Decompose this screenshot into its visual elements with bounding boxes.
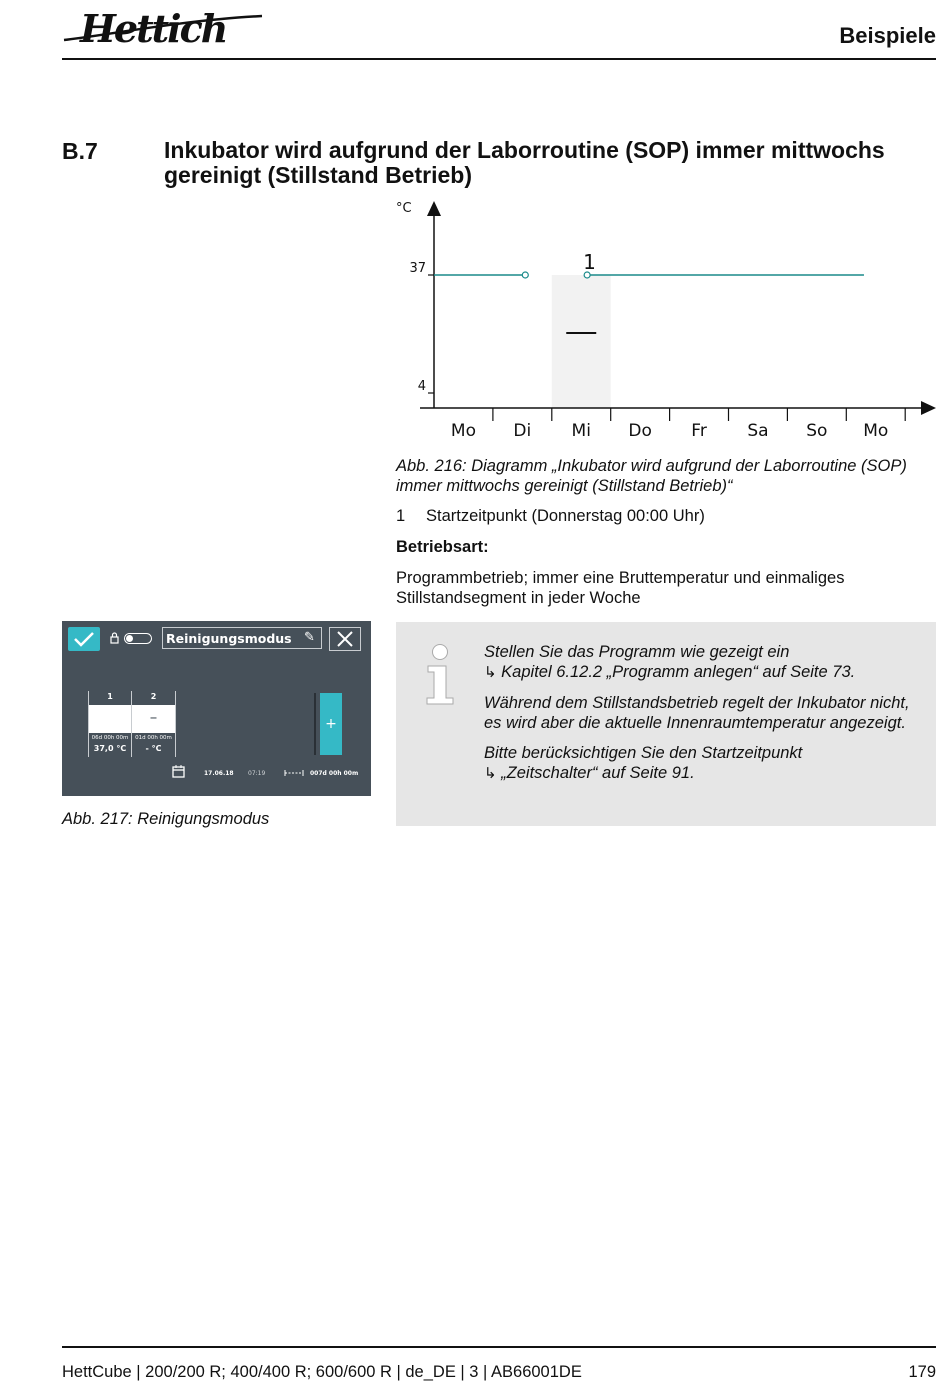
chapter-link[interactable]: Kapitel 6.12.2 „Programm anlegen“ auf Seite 73. [501, 663, 856, 681]
info-icon [420, 644, 460, 706]
legend-text: Startzeitpunkt (Donnerstag 00:00 Uhr) [426, 507, 705, 525]
info-text-3a: Bitte berücksichtigen Sie den Startzeitpunkt [484, 744, 803, 762]
segment-end-point [522, 272, 528, 278]
x-tick-label: Mi [571, 421, 591, 441]
link-arrow-icon: ↳ [484, 765, 497, 782]
segment-box [89, 705, 131, 733]
temperature-chart [390, 195, 940, 445]
y-tick-label: 37 [409, 261, 426, 276]
close-icon [330, 628, 360, 650]
figure-caption-216: Abb. 216: Diagramm „Inkubator wird aufgrund der Laborroutine (SOP) immer mittwochs gereinigt (Stillstand Betrieb)“ [396, 457, 907, 495]
hettich-logo [62, 6, 272, 50]
heading-title: Inkubator wird aufgrund der Laborroutine (SOP) immer mittwochs gereinigt (Stillstand Betrieb) [164, 137, 885, 188]
x-tick-label: Mo [450, 421, 476, 441]
segment-temperature: 37,0 °C [93, 744, 127, 753]
x-tick-label: Di [513, 421, 532, 441]
info-text-2: Während dem Stillstandsbetrieb regelt der Inkubator nicht, es wird aber die aktuelle Innenraumtemperatur angezeigt. [484, 694, 910, 732]
total-duration: 007d 00h 00m [310, 770, 359, 777]
y-axis-arrow [427, 201, 441, 216]
segment-2[interactable] [132, 691, 176, 757]
close-button[interactable] [329, 627, 361, 651]
section-title: Beispiele [839, 23, 936, 48]
page-number: 179 [908, 1363, 936, 1381]
segment-end-bar [314, 693, 316, 755]
program-name-field[interactable]: Reinigungsmodus [162, 627, 322, 649]
x-axis-arrow [921, 401, 936, 415]
segment-list [88, 691, 180, 757]
y-tick-label: 4 [417, 379, 426, 394]
timer-link[interactable]: „Zeitschalter“ auf Seite 91. [501, 764, 695, 782]
segment-duration: 06d 00h 00m [91, 735, 129, 741]
start-marker-label: 1 [583, 250, 596, 274]
duration-icon [284, 769, 304, 777]
info-text [484, 642, 924, 794]
betriebsart-text: Programmbetrieb; immer eine Bruttemperatur und einmaliges Stillstandsegment in jeder Woche [396, 569, 845, 607]
legend-number: 1 [396, 507, 406, 525]
check-icon [68, 627, 100, 651]
svg-text:Hettich: Hettich [80, 6, 227, 50]
x-tick-label: Fr [691, 421, 707, 441]
device-screen [62, 621, 371, 796]
figure-caption-217: Abb. 217: Reinigungsmodus [62, 810, 270, 828]
confirm-button[interactable] [68, 627, 100, 651]
standstill-dash: – [149, 708, 158, 726]
y-axis-label: °C [396, 201, 412, 216]
lock-icon [110, 632, 119, 644]
lock-toggle[interactable] [124, 633, 152, 644]
info-box [396, 622, 936, 826]
x-tick-label: So [806, 421, 828, 441]
footer-document-info: HettCube | 200/200 R; 400/400 R; 600/600 R | de_DE | 3 | AB66001DE [62, 1363, 582, 1381]
standstill-area [552, 275, 611, 408]
legend-item [396, 507, 705, 526]
x-tick-label: Do [628, 421, 652, 441]
calendar-icon[interactable] [172, 765, 185, 778]
add-segment-button[interactable]: + [320, 693, 342, 755]
segment-duration: 01d 00h 00m [135, 735, 172, 741]
start-time: 07:19 [248, 770, 266, 777]
link-arrow-icon: ↳ [484, 664, 497, 681]
betriebsart-label: Betriebsart: [396, 538, 489, 556]
footer-divider [62, 1346, 936, 1348]
segment-1[interactable] [88, 691, 132, 757]
x-tick-label: Sa [747, 421, 769, 441]
heading-number: B.7 [62, 138, 98, 164]
segment-temperature: - °C [145, 744, 162, 753]
x-tick-label: Mo [863, 421, 889, 441]
header-divider [62, 58, 936, 60]
start-date: 17.06.18 [204, 770, 234, 777]
segment-number: 2 [150, 692, 157, 701]
segment-number: 1 [107, 692, 113, 701]
info-text-1a: Stellen Sie das Programm wie gezeigt ein [484, 643, 790, 661]
pencil-icon[interactable]: ✎ [304, 630, 315, 645]
